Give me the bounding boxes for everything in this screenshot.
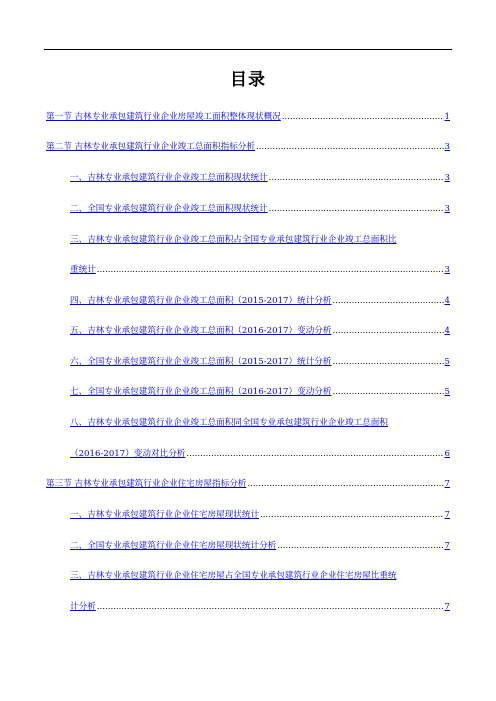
toc-page-number[interactable]: 3 (444, 173, 450, 183)
toc-entry-label[interactable]: 二、全国专业承包建筑行业企业住宅房屋现状统计分析 (70, 541, 277, 551)
toc-entry-2-4[interactable] (70, 295, 450, 307)
toc-entry-label[interactable]: 第三节 吉林专业承包建筑行业企业住宅房屋指标分析 (46, 479, 247, 489)
toc-entry-3-2[interactable] (70, 540, 450, 552)
toc-leader-dots (277, 540, 443, 552)
toc-entry-label[interactable]: 三、吉林专业承包建筑行业企业竣工总面积占全国专业承包建筑行业企业竣工总面积比 (70, 235, 397, 245)
toc-entry-2-8[interactable] (70, 448, 450, 460)
toc-leader-dots (282, 111, 444, 123)
toc-leader-dots (260, 509, 443, 521)
toc-leader-dots (333, 325, 444, 337)
toc-page-number[interactable]: 7 (444, 510, 450, 520)
toc-entry-section-1[interactable] (46, 111, 450, 123)
toc-leader-dots (333, 295, 444, 307)
header-rule (44, 49, 452, 50)
toc-entry-section-3[interactable] (46, 478, 450, 490)
toc-entry-3-1[interactable] (70, 509, 450, 521)
toc-leader-dots (97, 264, 444, 276)
toc-page-number[interactable]: 3 (444, 142, 450, 152)
toc-leader-dots (269, 172, 444, 184)
toc-entry-label[interactable]: 四、吉林专业承包建筑行业企业竣工总面积（2015-2017）统计分析 (70, 296, 332, 306)
toc-entry-label[interactable]: 一、吉林专业承包建筑行业企业竣工总面积现状统计 (70, 173, 268, 183)
toc-entry-label[interactable]: 六、全国专业承包建筑行业企业竣工总面积（2015-2017）统计分析 (70, 357, 332, 367)
toc-entry-label-continued[interactable]: 重统计 (70, 265, 96, 275)
toc-page-number[interactable]: 5 (444, 357, 450, 367)
toc-title: 目录 (230, 70, 266, 90)
toc-page-number[interactable]: 3 (444, 265, 450, 275)
toc-entry-2-7[interactable] (70, 386, 450, 398)
toc-page-number[interactable]: 6 (444, 449, 450, 459)
toc-entry-2-8-line1[interactable] (70, 417, 388, 429)
toc-entry-section-2[interactable] (46, 141, 450, 153)
toc-page-number[interactable]: 5 (444, 387, 450, 397)
toc-leader-dots (247, 478, 443, 490)
toc-entry-label[interactable]: 八、吉林专业承包建筑行业企业竣工总面积同全国专业承包建筑行业企业竣工总面积 (70, 418, 388, 428)
toc-entry-2-6[interactable] (70, 356, 450, 368)
toc-entry-label-continued[interactable]: （2016-2017）变动对比分析 (70, 449, 186, 459)
toc-entry-label-continued[interactable]: 计分析 (70, 602, 96, 612)
toc-entry-label[interactable]: 第二节 吉林专业承包建筑行业企业竣工总面积指标分析 (46, 142, 255, 152)
toc-entry-2-3-line1[interactable] (70, 234, 397, 246)
toc-entry-label[interactable]: 二、全国专业承包建筑行业企业竣工总面积现状统计 (70, 204, 268, 214)
toc-page-number[interactable]: 4 (444, 296, 450, 306)
toc-entry-label[interactable]: 第一节 吉林专业承包建筑行业企业房屋竣工面积整体现状概况 (46, 112, 281, 122)
toc-entry-label[interactable]: 五、吉林专业承包建筑行业企业竣工总面积（2016-2017）变动分析 (70, 326, 332, 336)
toc-page-number[interactable]: 3 (444, 204, 450, 214)
toc-page-number[interactable]: 1 (444, 112, 450, 122)
toc-entry-3-3-line1[interactable] (70, 570, 397, 582)
toc-entry-label[interactable]: 七、全国专业承包建筑行业企业竣工总面积（2016-2017）变动分析 (70, 387, 332, 397)
toc-entry-2-1[interactable] (70, 172, 450, 184)
toc-page-number[interactable]: 4 (444, 326, 450, 336)
toc-entry-3-3[interactable] (70, 601, 450, 613)
toc-leader-dots (186, 448, 443, 460)
toc-leader-dots (269, 203, 444, 215)
toc-entry-2-2[interactable] (70, 203, 450, 215)
toc-page-number[interactable]: 7 (444, 602, 450, 612)
toc-leader-dots (333, 356, 444, 368)
toc-page-number[interactable]: 7 (444, 541, 450, 551)
toc-entry-2-5[interactable] (70, 325, 450, 337)
toc-entry-label[interactable]: 一、吉林专业承包建筑行业企业住宅房屋现状统计 (70, 510, 260, 520)
toc-leader-dots (333, 386, 444, 398)
toc-page-number[interactable]: 7 (444, 479, 450, 489)
toc-leader-dots (256, 141, 444, 153)
toc-entry-2-3[interactable] (70, 264, 450, 276)
toc-leader-dots (97, 601, 444, 613)
toc-entry-label[interactable]: 三、吉林专业承包建筑行业企业住宅房屋占全国专业承包建筑行业企业住宅房屋比重统 (70, 571, 397, 581)
